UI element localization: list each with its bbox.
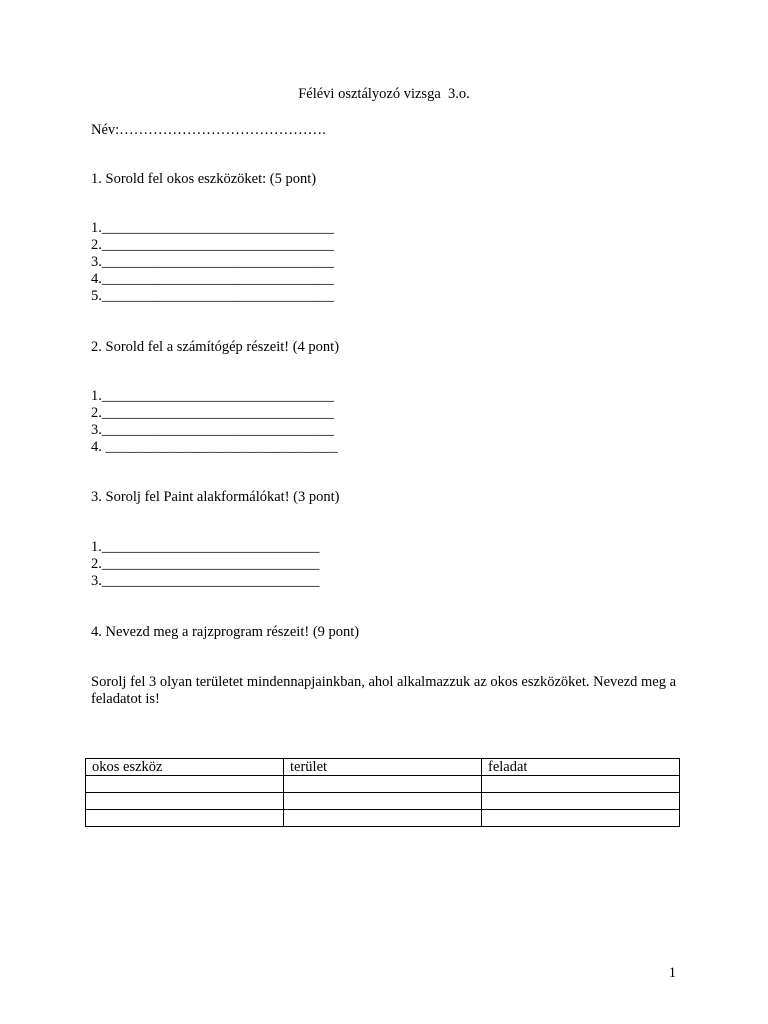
- table-cell[interactable]: [482, 793, 680, 810]
- table-header-cell: terület: [284, 759, 482, 776]
- question-4-heading: 4. Nevezd meg a rajzprogram részeit! (9 pont): [91, 624, 360, 640]
- answer-line: 4. ________________________________: [91, 439, 338, 455]
- table-cell[interactable]: [86, 810, 284, 827]
- answer-line: 5.________________________________: [91, 288, 334, 304]
- answer-line: 2.________________________________: [91, 237, 334, 253]
- answer-line: 3.______________________________: [91, 573, 320, 589]
- answer-line: 1.________________________________: [91, 388, 334, 404]
- table-cell[interactable]: [284, 793, 482, 810]
- table-cell[interactable]: [482, 810, 680, 827]
- page-title: Félévi osztályozó vizsga 3.o.: [298, 86, 470, 102]
- table-row: [86, 776, 680, 793]
- table-cell[interactable]: [284, 776, 482, 793]
- table-cell[interactable]: [86, 776, 284, 793]
- answer-line: 4.________________________________: [91, 271, 334, 287]
- question-3-heading: 3. Sorolj fel Paint alakformálókat! (3 pont): [91, 489, 340, 505]
- question-2-heading: 2. Sorold fel a számítógép részeit! (4 pont): [91, 339, 340, 355]
- answer-line: 3.________________________________: [91, 254, 334, 270]
- table-row: [86, 793, 680, 810]
- answer-line: 3.________________________________: [91, 422, 334, 438]
- table-header-cell: okos eszköz: [86, 759, 284, 776]
- answer-table: [85, 758, 680, 827]
- table-header-cell: feladat: [482, 759, 680, 776]
- table-cell[interactable]: [86, 793, 284, 810]
- answer-line: 2.________________________________: [91, 405, 334, 421]
- table-cell[interactable]: [284, 810, 482, 827]
- question-1-heading: 1. Sorold fel okos eszközöket: (5 pont): [91, 171, 317, 187]
- answer-line: 1.______________________________: [91, 539, 320, 555]
- table-row: [86, 810, 680, 827]
- question-5-text: Sorolj fel 3 olyan területet mindennapjainkban, ahol alkalmazzuk az okos eszközöket. Nevezd meg a feladatot is!: [91, 674, 677, 707]
- table-cell[interactable]: [482, 776, 680, 793]
- table-header-row: [86, 759, 680, 776]
- name-field: Név:…………………………………….: [91, 122, 326, 138]
- answer-line: 2.______________________________: [91, 556, 320, 572]
- answer-line: 1.________________________________: [91, 220, 334, 236]
- page-number: 1: [668, 965, 676, 981]
